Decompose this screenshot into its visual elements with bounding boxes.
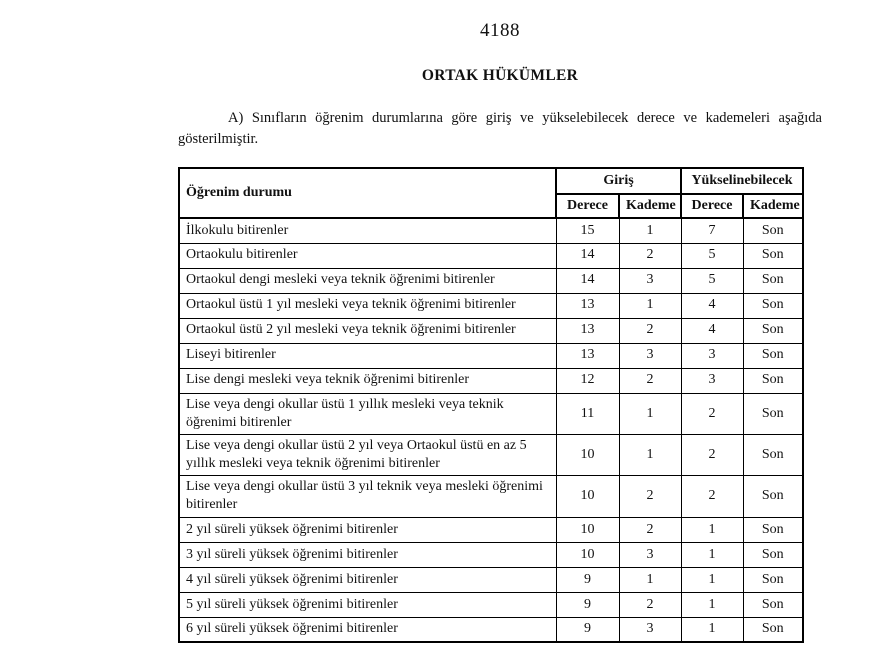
entry-degree-value: 12 <box>556 368 619 393</box>
promotable-step-value: Son <box>743 476 803 517</box>
document-page <box>178 0 822 643</box>
promotable-step-value: Son <box>743 592 803 617</box>
promotable-degree-value: 3 <box>681 368 743 393</box>
promotable-degree-value: 1 <box>681 617 743 642</box>
promotable-degree-value: 1 <box>681 542 743 567</box>
entry-degree-value: 9 <box>556 567 619 592</box>
promotable-degree-value: 4 <box>681 293 743 318</box>
promotable-degree-value: 1 <box>681 517 743 542</box>
table-row <box>179 542 803 567</box>
promotable-step-value: Son <box>743 293 803 318</box>
table-row <box>179 218 803 243</box>
promotable-step-value: Son <box>743 368 803 393</box>
promotable-degree-value: 5 <box>681 268 743 293</box>
column-header-education-status: Öğrenim durumu <box>179 168 556 218</box>
promotable-degree-value: 5 <box>681 243 743 268</box>
promotable-step-value: Son <box>743 567 803 592</box>
promotable-degree-value: 2 <box>681 434 743 475</box>
entry-degree-value: 10 <box>556 434 619 475</box>
entry-step-value: 3 <box>619 542 681 567</box>
sub-header-entry-step: Kademe <box>619 194 681 218</box>
entry-degree-value: 10 <box>556 517 619 542</box>
entry-degree-value: 14 <box>556 243 619 268</box>
row-label: 3 yıl süreli yüksek öğrenimi bitirenler <box>179 542 556 567</box>
table-row <box>179 617 803 642</box>
row-label: Lise dengi mesleki veya teknik öğrenimi bitirenler <box>179 368 556 393</box>
table-row <box>179 293 803 318</box>
entry-degree-value: 15 <box>556 218 619 243</box>
entry-step-value: 2 <box>619 368 681 393</box>
promotable-step-value: Son <box>743 243 803 268</box>
promotable-step-value: Son <box>743 393 803 434</box>
table-row <box>179 268 803 293</box>
entry-step-value: 2 <box>619 243 681 268</box>
row-label: Lise veya dengi okullar üstü 2 yıl veya Ortaokul üstü en az 5 yıllık mesleki veya teknik öğrenimi bitirenler <box>179 434 556 475</box>
entry-step-value: 2 <box>619 318 681 343</box>
entry-degree-value: 13 <box>556 343 619 368</box>
promotable-step-value: Son <box>743 542 803 567</box>
table-row <box>179 434 803 475</box>
entry-step-value: 3 <box>619 343 681 368</box>
group-header-entry: Giriş <box>556 168 681 194</box>
promotable-degree-value: 2 <box>681 476 743 517</box>
entry-degree-value: 9 <box>556 592 619 617</box>
row-label: İlkokulu bitirenler <box>179 218 556 243</box>
promotable-step-value: Son <box>743 343 803 368</box>
entry-step-value: 2 <box>619 476 681 517</box>
table-row <box>179 243 803 268</box>
sub-header-entry-degree: Derece <box>556 194 619 218</box>
promotable-step-value: Son <box>743 268 803 293</box>
row-label: Lise veya dengi okullar üstü 3 yıl teknik veya mesleki öğrenimi bitirenler <box>179 476 556 517</box>
table-row <box>179 517 803 542</box>
table-row <box>179 318 803 343</box>
table-row <box>179 592 803 617</box>
promotable-degree-value: 4 <box>681 318 743 343</box>
entry-degree-value: 9 <box>556 617 619 642</box>
row-label: 2 yıl süreli yüksek öğrenimi bitirenler <box>179 517 556 542</box>
entry-step-value: 1 <box>619 567 681 592</box>
promotable-step-value: Son <box>743 517 803 542</box>
sub-header-promotable-degree: Derece <box>681 194 743 218</box>
promotable-step-value: Son <box>743 434 803 475</box>
promotable-degree-value: 7 <box>681 218 743 243</box>
entry-degree-value: 10 <box>556 476 619 517</box>
entry-step-value: 2 <box>619 592 681 617</box>
table-body <box>179 218 803 642</box>
document-title: ORTAK HÜKÜMLER <box>421 67 579 84</box>
entry-degree-value: 10 <box>556 542 619 567</box>
education-levels-table <box>178 167 804 643</box>
promotable-degree-value: 1 <box>681 592 743 617</box>
entry-step-value: 1 <box>619 218 681 243</box>
table-row <box>179 476 803 517</box>
row-label: Ortaokul dengi mesleki veya teknik öğrenimi bitirenler <box>179 268 556 293</box>
table-header <box>179 168 803 218</box>
row-label: Liseyi bitirenler <box>179 343 556 368</box>
promotable-degree-value: 1 <box>681 567 743 592</box>
entry-step-value: 1 <box>619 434 681 475</box>
intro-paragraph: A) Sınıfların öğrenim durumlarına göre giriş ve yükselebilecek derece ve kademeleri aşağıda gösterilmiştir. <box>178 110 822 147</box>
sub-header-promotable-step: Kademe <box>743 194 803 218</box>
table-row <box>179 343 803 368</box>
entry-degree-value: 11 <box>556 393 619 434</box>
row-label: Ortaokul üstü 2 yıl mesleki veya teknik öğrenimi bitirenler <box>179 318 556 343</box>
entry-degree-value: 13 <box>556 293 619 318</box>
group-header-promotable: Yükselinebilecek <box>681 168 803 194</box>
entry-step-value: 1 <box>619 393 681 434</box>
entry-degree-value: 14 <box>556 268 619 293</box>
page-number: 4188 <box>480 20 520 41</box>
row-label: 5 yıl süreli yüksek öğrenimi bitirenler <box>179 592 556 617</box>
entry-step-value: 1 <box>619 293 681 318</box>
promotable-step-value: Son <box>743 318 803 343</box>
table-row <box>179 393 803 434</box>
entry-step-value: 2 <box>619 517 681 542</box>
row-label: 6 yıl süreli yüksek öğrenimi bitirenler <box>179 617 556 642</box>
row-label: Ortaokulu bitirenler <box>179 243 556 268</box>
table-row <box>179 567 803 592</box>
row-label: Lise veya dengi okullar üstü 1 yıllık mesleki veya teknik öğrenimi bitirenler <box>179 393 556 434</box>
entry-degree-value: 13 <box>556 318 619 343</box>
row-label: 4 yıl süreli yüksek öğrenimi bitirenler <box>179 567 556 592</box>
entry-step-value: 3 <box>619 268 681 293</box>
promotable-degree-value: 3 <box>681 343 743 368</box>
row-label: Ortaokul üstü 1 yıl mesleki veya teknik öğrenimi bitirenler <box>179 293 556 318</box>
entry-step-value: 3 <box>619 617 681 642</box>
table-row <box>179 368 803 393</box>
promotable-degree-value: 2 <box>681 393 743 434</box>
promotable-step-value: Son <box>743 218 803 243</box>
promotable-step-value: Son <box>743 617 803 642</box>
